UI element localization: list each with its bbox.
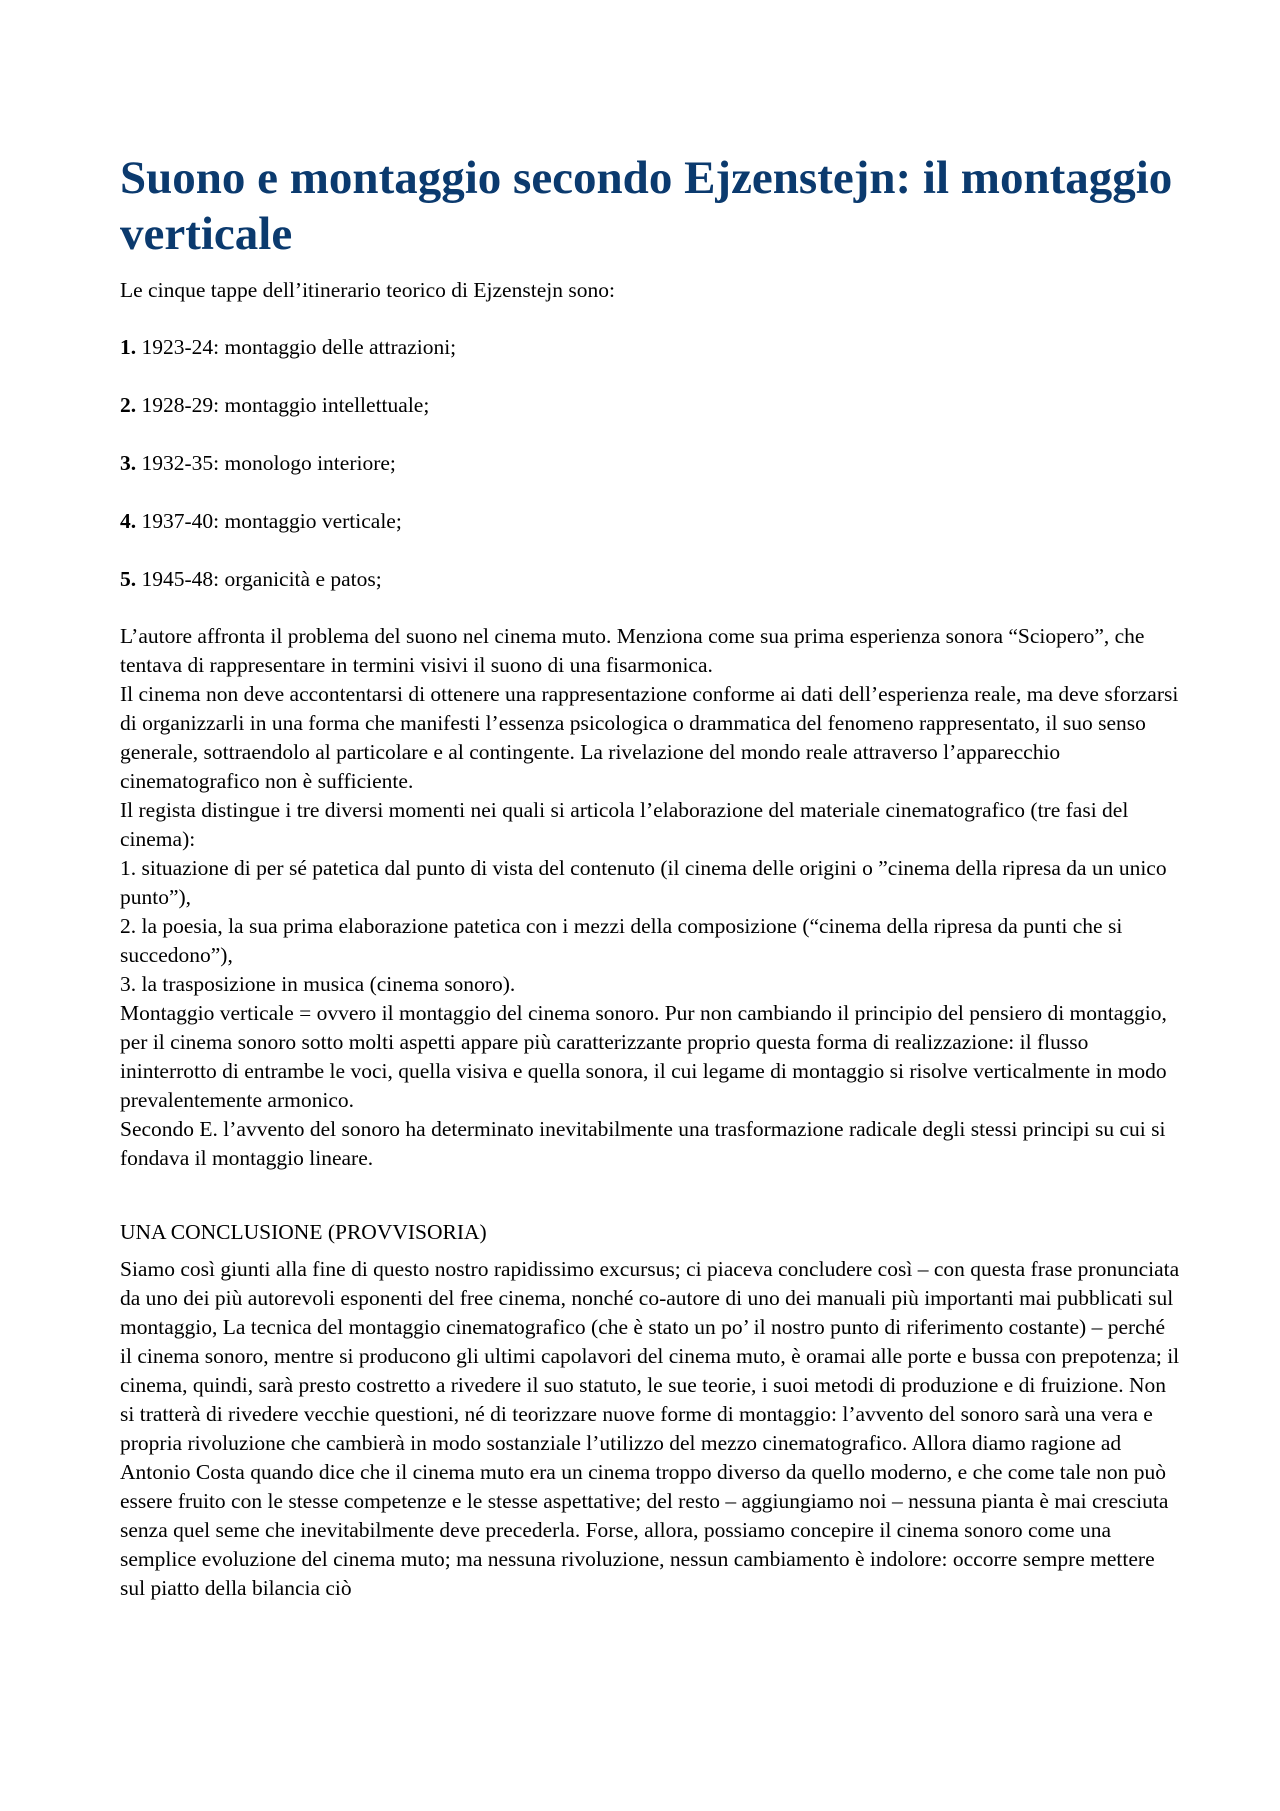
milestone-item bbox=[120, 449, 1180, 478]
milestone-text: 1923-24: montaggio delle attrazioni; bbox=[136, 335, 457, 359]
milestone-text: 1937-40: montaggio verticale; bbox=[136, 509, 402, 533]
intro-text: Le cinque tappe dell’itinerario teorico di Ejzenstejn sono: bbox=[120, 278, 615, 302]
milestone-item bbox=[120, 333, 1180, 362]
milestone-number: 1. bbox=[120, 335, 137, 359]
body-paragraph: Secondo E. l’avvento del sonoro ha determinato inevitabilmente una trasformazione radicale degli stessi principi su cui si fondava il montaggio lineare. bbox=[120, 1117, 1166, 1170]
conclusion-paragraph: Siamo così giunti alla fine di questo nostro rapidissimo excursus; ci piaceva concludere così – con questa frase pronunciata da uno dei più autorevoli esponenti del free cinema, nonché co-autore di uno dei manuali più importanti mai pubblicati sul montaggio, La tecnica del montaggio cinematografico (che è stato un po’ il nostro punto di riferimento costante) – perché il cinema sonoro, mentre si producono gli ultimi capolavori del cinema muto, è oramai alle porte e bussa con prepotenza; il cinema, quindi, sarà presto costretto a rivedere il suo statuto, le sue teorie, i suoi metodi di produzione e di fruizione. Non si tratterà di rivedere vecchie questioni, né di teorizzare nuove forme di montaggio: l’avvento del sonoro sarà una vera e propria rivoluzione che cambierà in modo sostanziale l’utilizzo del mezzo cinematografico. Allora diamo ragione ad Antonio Costa quando dice che il cinema muto era un cinema troppo diverso da quello moderno, e che come tale non può essere fruito con le stesse competenze e le stesse aspettative; del resto – aggiungiamo noi – nessuna pianta è mai cresciuta senza quel seme che inevitabilmente deve precederla. Forse, allora, possiamo concepire il cinema sonoro come una semplice evoluzione del cinema muto; ma nessuna rivoluzione, nessun cambiamento è indolore: occorre sempre mettere sul piatto della bilancia ciò bbox=[120, 1257, 1180, 1600]
body-paragraph: Il regista distingue i tre diversi momenti nei quali si articola l’elaborazione del materiale cinematografico (tre fasi del cinema): bbox=[120, 798, 1129, 851]
section-heading: UNA CONCLUSIONE (PROVVISORIA) bbox=[120, 1220, 487, 1244]
milestone-item bbox=[120, 507, 1180, 536]
milestone-number: 4. bbox=[120, 509, 137, 533]
body-paragraph: Montaggio verticale = ovvero il montaggio del cinema sonoro. Pur non cambiando il principio del pensiero di montaggio, per il cinema sonoro sotto molti aspetti appare più caratterizzante proprio questa forma di realizzazione: il flusso ininterrotto di entrambe le voci, quella visiva e quella sonora, il cui legame di montaggio si risolve verticalmente in modo prevalentemente armonico. bbox=[120, 1001, 1167, 1112]
document-page bbox=[120, 150, 1180, 1603]
body-paragraph: L’autore affronta il problema del suono nel cinema muto. Menziona come sua prima esperienza sonora “Sciopero”, che tentava di rappresentare in termini visivi il suono di una fisarmonica. bbox=[120, 624, 1145, 677]
page-title: Suono e montaggio secondo Ejzenstejn: il montaggio verticale bbox=[120, 152, 1173, 260]
milestone-item bbox=[120, 565, 1180, 594]
milestone-text: 1945-48: organicità e patos; bbox=[136, 567, 382, 591]
body-text bbox=[120, 622, 1180, 1173]
body-paragraph: 2. la poesia, la sua prima elaborazione patetica con i mezzi della composizione (“cinema della ripresa da punti che si succedono”), bbox=[120, 914, 1123, 967]
body-paragraph: 1. situazione di per sé patetica dal punto di vista del contenuto (il cinema delle origini o ”cinema della ripresa da un unico punto”), bbox=[120, 856, 1167, 909]
body-paragraph: 3. la trasposizione in musica (cinema sonoro). bbox=[120, 972, 516, 996]
milestone-text: 1932-35: monologo interiore; bbox=[136, 451, 396, 475]
body-paragraph: Il cinema non deve accontentarsi di ottenere una rappresentazione conforme ai dati dell’esperienza reale, ma deve sforzarsi di organizzarli in una forma che manifesti l’essenza psicologica o drammatica del fenomeno rappresentato, il suo senso generale, sottraendolo al particolare e al contingente. La rivelazione del mondo reale attraverso l’apparecchio cinematografico non è sufficiente. bbox=[120, 682, 1179, 793]
milestone-number: 5. bbox=[120, 567, 137, 591]
milestone-item bbox=[120, 391, 1180, 420]
milestone-number: 2. bbox=[120, 393, 137, 417]
milestone-text: 1928-29: montaggio intellettuale; bbox=[136, 393, 430, 417]
milestone-number: 3. bbox=[120, 451, 137, 475]
